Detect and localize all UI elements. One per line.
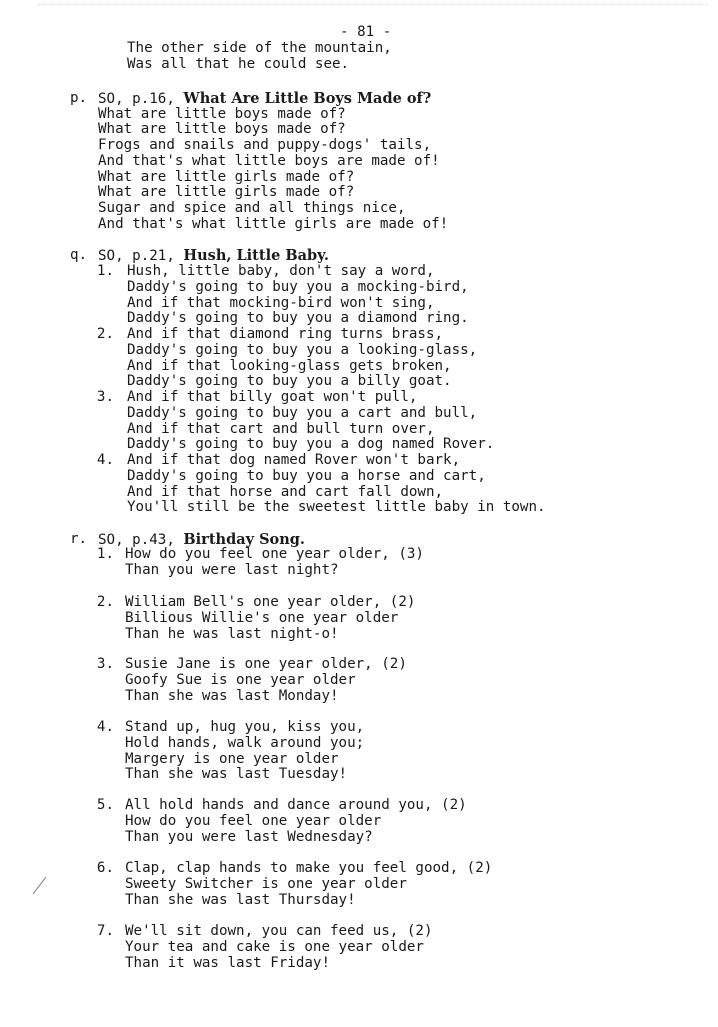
text-line: Was all that he could see.: [127, 55, 350, 72]
verse-number: 6.: [96, 860, 114, 876]
verse-number: 2.: [96, 326, 114, 342]
text-line: How do you feel one year older, (3): [125, 546, 424, 562]
text-line: Daddy's going to buy you a billy goat.: [127, 373, 452, 390]
verse-number: 3.: [96, 656, 114, 672]
text-line: Your tea and cake is one year older: [125, 938, 424, 955]
text-line: Daddy's going to buy you a diamond ring.: [127, 310, 469, 327]
text-line: Than it was last Friday!: [125, 954, 330, 971]
text-line: Sweety Switcher is one year older: [125, 875, 407, 892]
verse-number: 1.: [96, 263, 114, 279]
verse: [125, 595, 415, 642]
song-title: What Are Little Boys Made of?: [183, 90, 432, 107]
text-line: Than she was last Monday!: [125, 687, 339, 704]
verse: [125, 924, 433, 971]
verse-number: 7.: [96, 923, 114, 939]
text-line: Daddy's going to buy you a horse and cart,: [127, 467, 486, 484]
text-line: Sugar and spice and all things nice,: [98, 200, 406, 217]
verse: [127, 327, 477, 390]
text-line: And if that cart and bull turn over,: [127, 420, 435, 437]
text-line: What are little girls made of?: [98, 184, 355, 201]
verse-number: 1.: [96, 546, 114, 562]
page-number: - 81 -: [340, 24, 392, 40]
text-line: And that's what little boys are made of!: [98, 152, 440, 169]
section-letter-r: r.: [70, 531, 88, 547]
text-line: Daddy's going to buy you a mocking-bird,: [127, 278, 469, 295]
section-p-heading: [98, 91, 431, 107]
verse: [125, 547, 424, 579]
text-line: Than she was last Tuesday!: [125, 766, 348, 783]
text-line: What are little boys made of?: [98, 121, 346, 138]
section-ref: SO, p.21,: [98, 248, 184, 264]
text-line: Susie Jane is one year older, (2): [125, 656, 407, 672]
section-q-heading: [98, 248, 329, 264]
section-letter-q: q.: [70, 247, 88, 263]
section-ref: SO, p.16,: [98, 91, 184, 107]
text-line: What are little girls made of?: [98, 168, 355, 185]
text-line: Goofy Sue is one year older: [125, 671, 356, 688]
text-line: Daddy's going to buy you a looking-glass,: [127, 341, 478, 358]
text-line: And that's what little girls are made of!: [98, 216, 449, 233]
text-line: Hold hands, walk around you;: [125, 734, 365, 751]
verse: [125, 798, 467, 845]
intro-stanza: [127, 41, 392, 73]
verse: [127, 390, 494, 453]
verse-number: 2.: [96, 594, 114, 610]
text-line: Daddy's going to buy you a cart and bull,: [127, 404, 478, 421]
text-line: Than she was last Thursday!: [125, 891, 356, 908]
text-line: What are little boys made of?: [98, 105, 346, 122]
verse: [125, 657, 407, 704]
text-line: We'll sit down, you can feed us, (2): [125, 923, 433, 939]
text-line: And if that diamond ring turns brass,: [127, 326, 444, 342]
text-line: The other side of the mountain,: [127, 40, 392, 56]
text-line: Frogs and snails and puppy-dogs' tails,: [98, 137, 432, 154]
text-line: And if that billy goat won't pull,: [127, 389, 418, 405]
text-line: Than you were last Wednesday?: [125, 828, 373, 845]
text-line: All hold hands and dance around you, (2): [125, 797, 467, 813]
text-line: Clap, clap hands to make you feel good, (2): [125, 860, 493, 876]
verse: [127, 453, 546, 516]
text-line: And if that horse and cart fall down,: [127, 483, 444, 500]
text-line: Billious Willie's one year older: [125, 609, 399, 626]
text-line: Hush, little baby, don't say a word,: [127, 263, 435, 279]
text-line: You'll still be the sweetest little baby in town.: [127, 499, 546, 516]
text-line: Daddy's going to buy you a dog named Rover.: [127, 436, 495, 453]
text-line: And if that looking-glass gets broken,: [127, 357, 452, 374]
verse: [125, 720, 364, 783]
verse-number: 4.: [96, 452, 114, 468]
verse: [125, 861, 492, 908]
text-line: Than he was last night-o!: [125, 625, 339, 642]
verse: [127, 264, 469, 327]
text-line: William Bell's one year older, (2): [125, 594, 416, 610]
margin-pencil-mark: [30, 872, 50, 896]
section-letter-p: p.: [70, 90, 88, 106]
verse-number: 3.: [96, 389, 114, 405]
verse-number: 4.: [96, 719, 114, 735]
page-edge-rule: [38, 4, 708, 5]
text-line: Margery is one year older: [125, 750, 339, 767]
verse-number: 5.: [96, 797, 114, 813]
text-line: Than you were last night?: [125, 561, 339, 578]
text-line: How do you feel one year older: [125, 812, 382, 829]
song-title: Birthday Song.: [183, 531, 305, 548]
section-ref: SO, p.43,: [98, 532, 184, 548]
text-line: And if that dog named Rover won't bark,: [127, 452, 461, 468]
text-line: Stand up, hug you, kiss you,: [125, 719, 365, 735]
text-line: And if that mocking-bird won't sing,: [127, 294, 435, 311]
section-p-lyrics: [98, 107, 448, 233]
song-title: Hush, Little Baby.: [183, 247, 329, 264]
